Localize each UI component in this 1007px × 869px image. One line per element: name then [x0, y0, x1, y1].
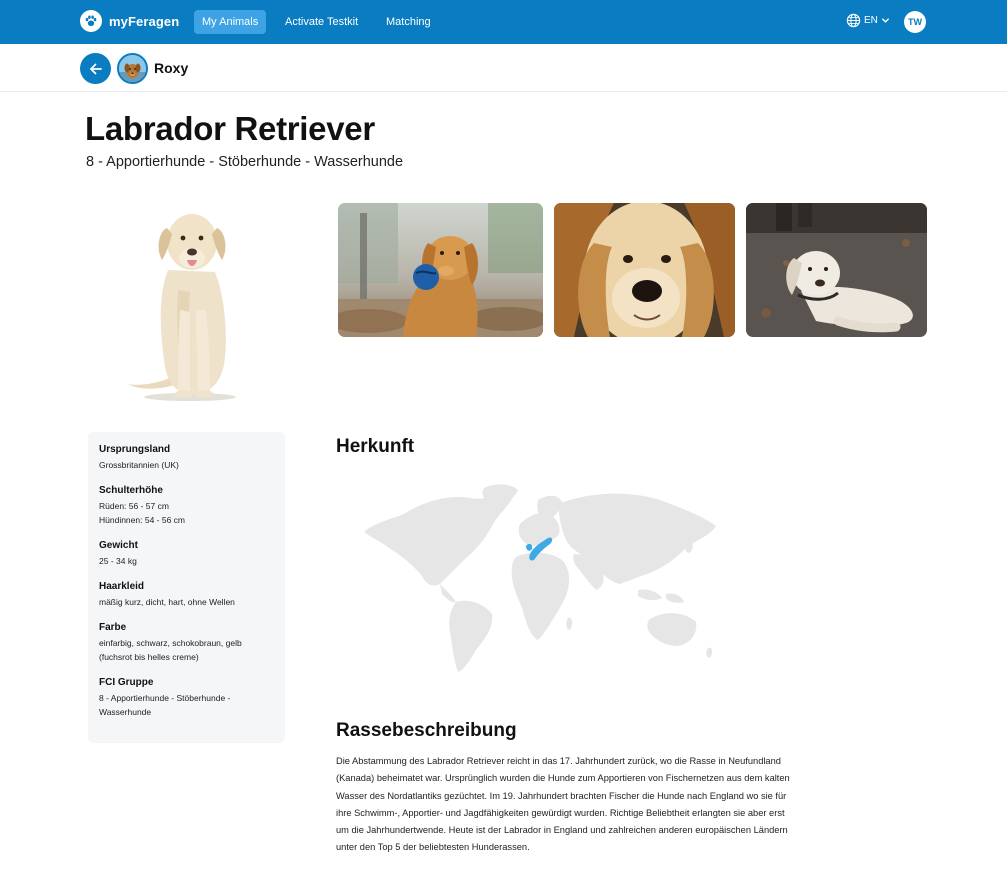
- language-selector[interactable]: [846, 13, 890, 28]
- fact-fci-group: FCI Gruppe 8 - Apportierhunde - Stöberhunde - Wasserhunde: [99, 677, 231, 717]
- nav-tab-matching[interactable]: Matching: [386, 16, 431, 28]
- pet-avatar[interactable]: [117, 53, 148, 84]
- breed-title: Labrador Retriever: [85, 110, 375, 147]
- description-line: Wasser des Nordatlantiks gezüchtet. Im 19. Jahrhundert brachten Fischer die Hunde nach England wo sie für: [336, 790, 787, 801]
- origin-section-title: Herkunft: [336, 436, 415, 457]
- back-button[interactable]: [80, 53, 111, 84]
- pet-header: [0, 44, 1007, 92]
- pet-name: Roxy: [154, 60, 189, 76]
- description-line: (Kanada) beheimatet war. Ursprünglich wurden die Hunde zum Apportieren von Fischernetzen aus dem kalten: [336, 773, 790, 784]
- language-code: EN: [864, 15, 878, 26]
- description-section-title: Rassebeschreibung: [336, 720, 517, 741]
- nav-tab-my-animals[interactable]: My Animals: [194, 10, 266, 34]
- fact-coat: Haarkleid mäßig kurz, dicht, hart, ohne Wellen: [99, 581, 235, 607]
- app-logo-text: myFeragen: [109, 13, 180, 29]
- breed-photo-1[interactable]: [338, 203, 543, 337]
- top-navigation-bar: [0, 0, 1007, 44]
- breed-facts-card: [88, 432, 285, 743]
- nav-tab-activate-testkit[interactable]: Activate Testkit: [285, 16, 359, 28]
- description-line: unter den Top 5 der beliebtesten Hunderassen.: [336, 842, 530, 853]
- globe-icon: [846, 13, 861, 28]
- fact-origin-country: Ursprungsland Grossbritannien (UK): [99, 444, 179, 470]
- description-line: um die Jahrhundertwende. Heute ist der Labrador in England und zahlreichen anderen europäischen Ländern: [336, 825, 788, 836]
- fact-color: Farbe einfarbig, schwarz, schokobraun, gelb (fuchsrot bis helles creme): [99, 622, 242, 662]
- user-avatar[interactable]: TW: [904, 11, 926, 33]
- breed-hero-image: [120, 200, 260, 402]
- paw-icon: [80, 10, 102, 32]
- fact-weight: Gewicht 25 - 34 kg: [99, 540, 138, 566]
- fact-shoulder-height: Schulterhöhe Rüden: 56 - 57 cm Hündinnen: 54 - 56 cm: [99, 485, 185, 525]
- breed-subtitle: 8 - Apportierhunde - Stöberhunde - Wasserhunde: [86, 154, 404, 170]
- chevron-down-icon: [881, 16, 890, 25]
- description-line: ihre Schwimm-, Apportier- und Jagdfähigkeiten gewürdigt wurden. Richtige Beliebtheit erlangten sie aber erst: [336, 807, 785, 818]
- app-logo[interactable]: [80, 10, 179, 32]
- arrow-left-icon: [88, 61, 104, 77]
- description-line: Die Abstammung des Labrador Retriever reicht in das 17. Jahrhundert zurück, wo die Rasse in Neufundland: [336, 756, 781, 766]
- breed-photo-2[interactable]: [554, 203, 735, 337]
- breed-photo-3[interactable]: [746, 203, 927, 337]
- breed-description: [336, 753, 848, 857]
- origin-world-map: [352, 480, 724, 674]
